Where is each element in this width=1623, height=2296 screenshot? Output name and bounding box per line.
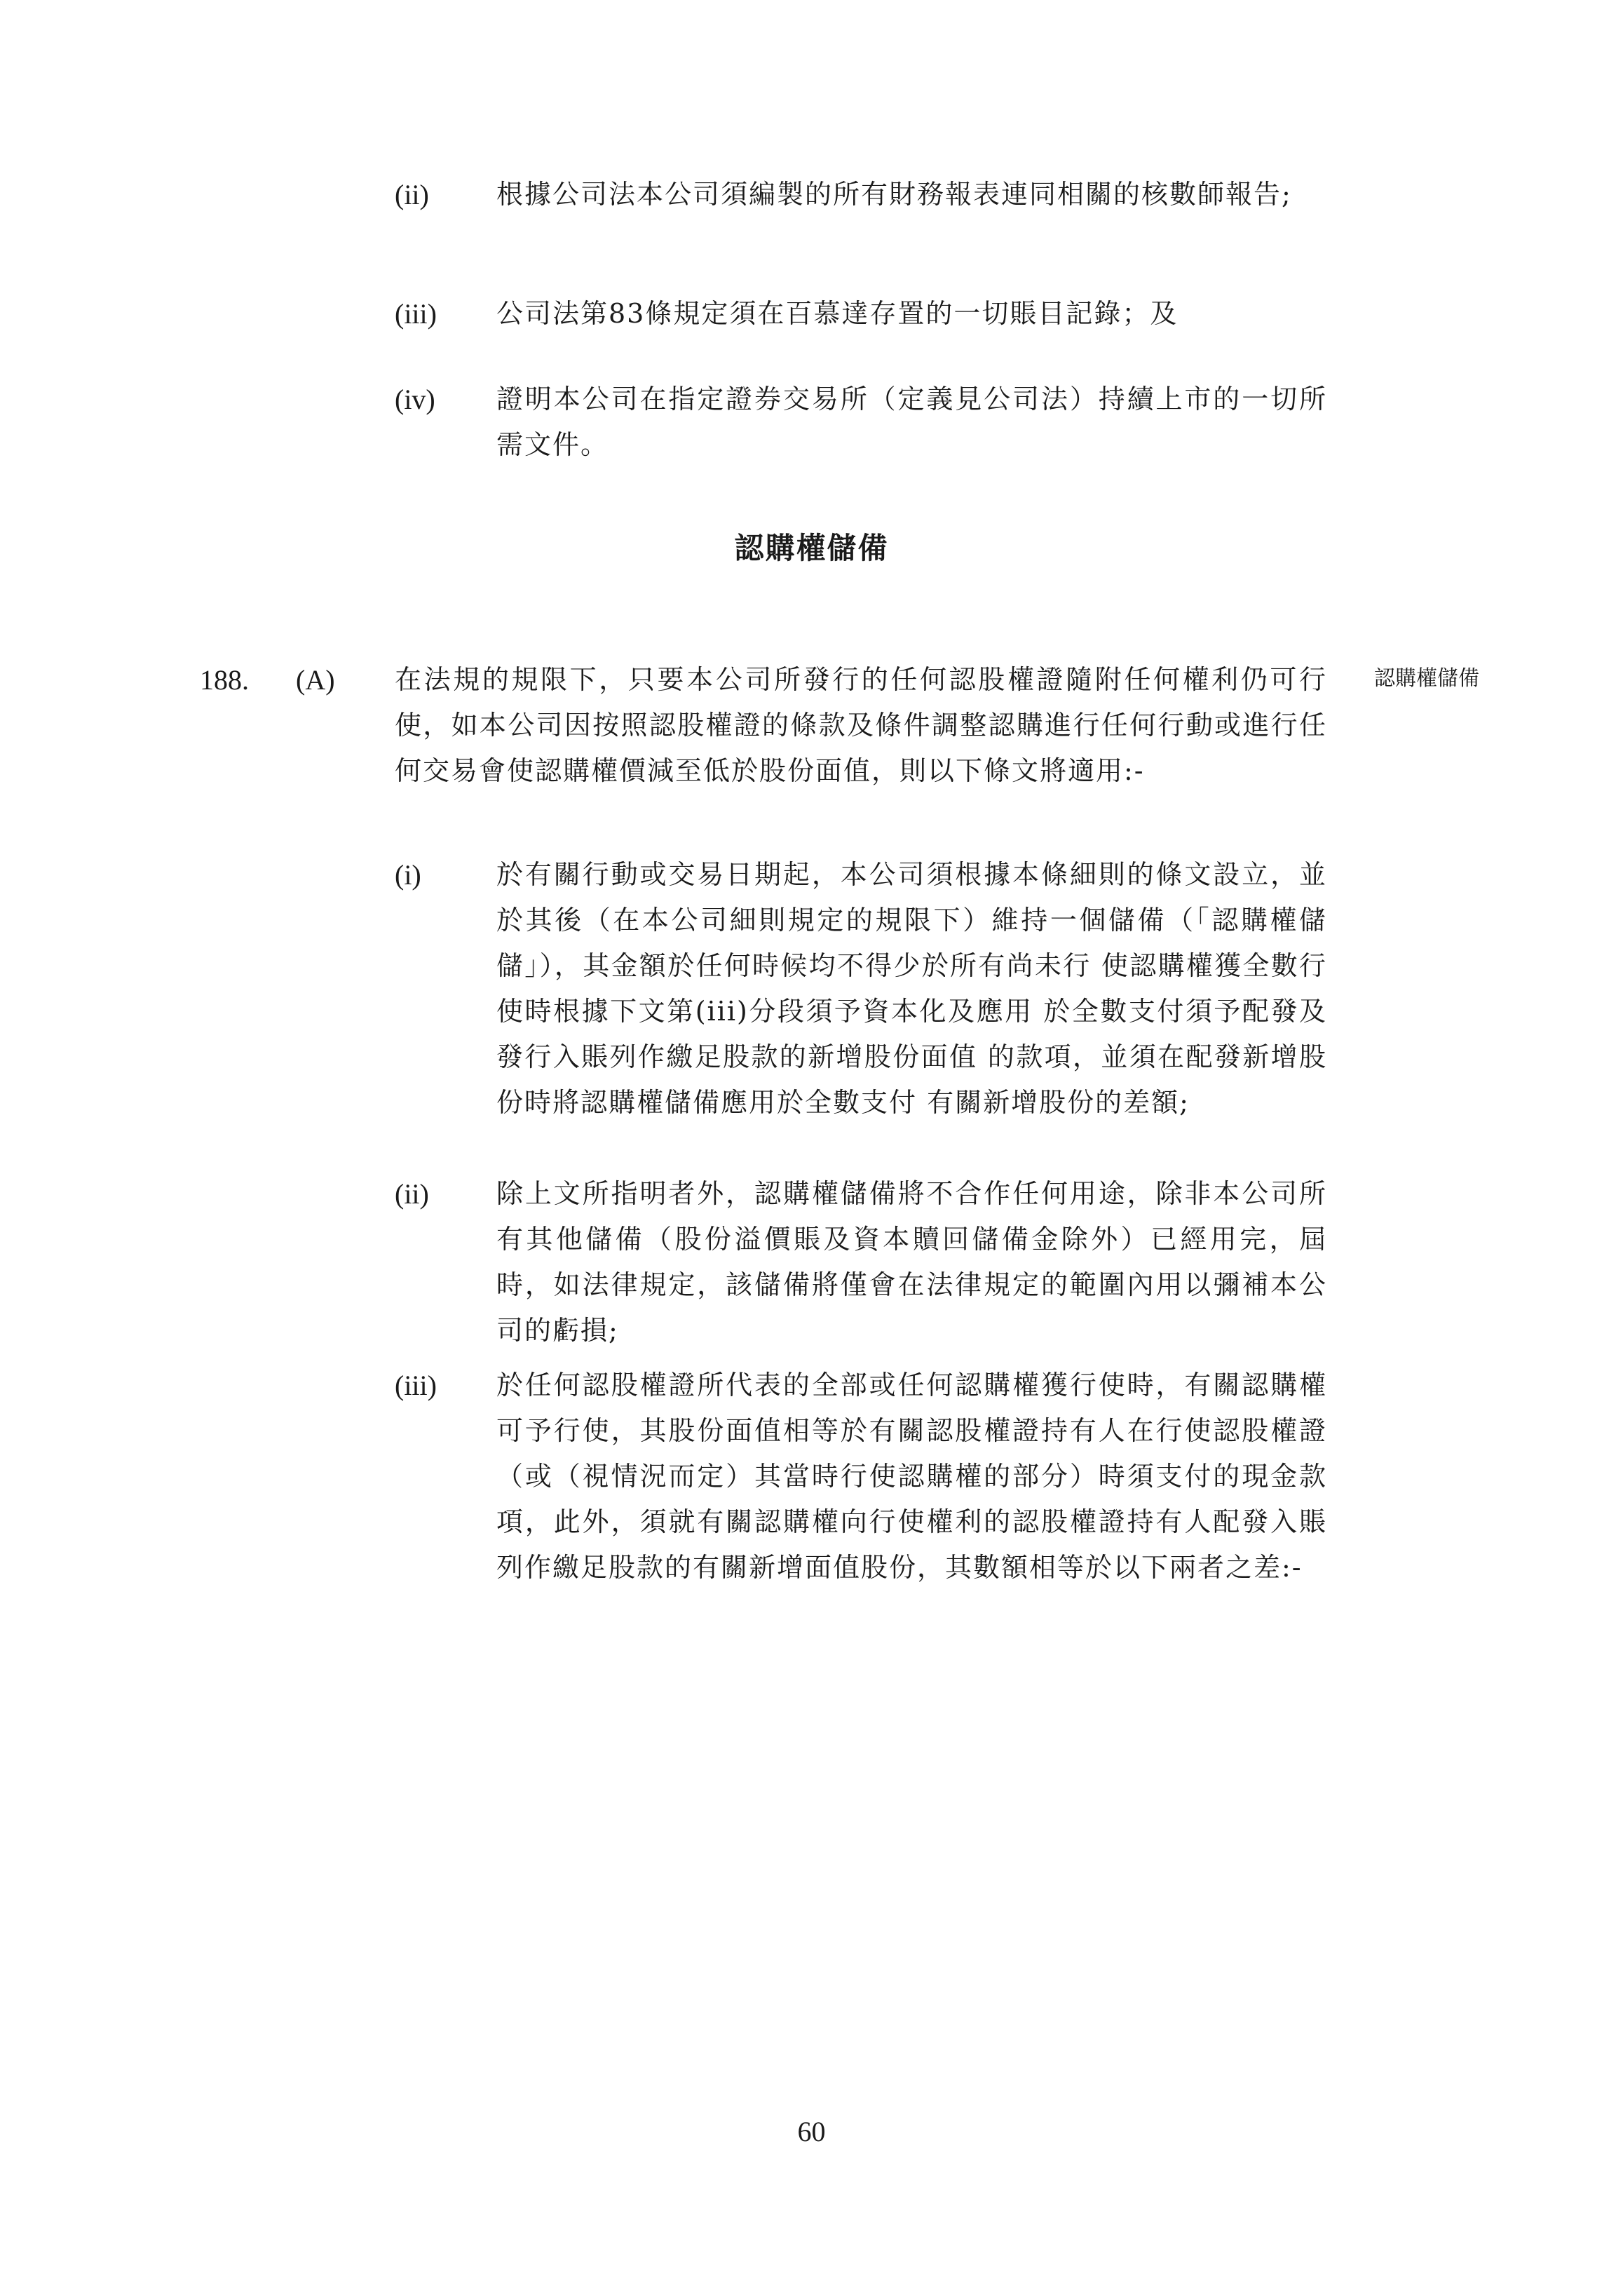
section-heading: 認購權儲備 [734,531,889,565]
item-text: 證明本公司在指定證券交易所（定義見公司法）持續上市的一切所需文件。 [496,384,1327,460]
sub-item-label: (iii) [395,1370,437,1401]
page-number: 60 [797,2116,826,2147]
sub-item-text: 除上文所指明者外，認購權儲備將不合作任何用途，除非本公司所有其他儲備（股份溢價賬及資本贖回儲備金除外）已經用完，屆時，如法律規定，該儲備將僅會在法律規定的範圍內用以彌補本公司的虧損; [496,1178,1327,1346]
item-text: 根據公司法本公司須編製的所有財務報表連同相關的核數師報告; [496,179,1292,210]
item-label: (ii) [395,179,429,210]
sub-item-label: (i) [395,859,421,891]
article-text: 在法規的規限下，只要本公司所發行的任何認股權證隨附任何權利仍可行使，如本公司因按照認股權證的條款及條件調整認購進行任何行動或進行任何交易會使認購權價減至低於股份面值，則以下條文將適用:- [395,664,1327,786]
item-text: 公司法第83條規定須在百慕達存置的一切賬目記錄；及 [496,298,1179,329]
article-sub-label: (A) [296,664,335,696]
margin-note: 認購權儲備 [1374,666,1479,691]
article-number: 188. [200,664,249,696]
item-label: (iv) [395,384,435,415]
sub-item-text: 於有關行動或交易日期起，本公司須根據本條細則的條文設立，並於其後（在本公司細則規定的規限下）維持一個儲備（「認購權儲儲」），其金額於任何時候均不得少於所有尚未行 使認購權獲全數行使時根據下文第(iii)分段須予資本化及應用 於全數支付須予配發及發行入賬列作繳足股款的新增股份面值 的款項，並須在配發新增股份時將認購權儲備應用於全數支付 有關新增股份的差額; [496,859,1327,1118]
item-label: (iii) [395,298,437,330]
sub-item-text: 於任何認股權證所代表的全部或任何認購權獲行使時，有關認購權可予行使，其股份面值相等於有關認股權證持有人在行使認股權證（或（視情況而定）其當時行使認購權的部分）時須支付的現金款項，此外，須就有關認購權向行使權利的認股權證持有人配發入賬列作繳足股款的有關新增面值股份，其數額相等於以下兩者之差:- [496,1370,1327,1583]
sub-item-label: (ii) [395,1178,429,1210]
